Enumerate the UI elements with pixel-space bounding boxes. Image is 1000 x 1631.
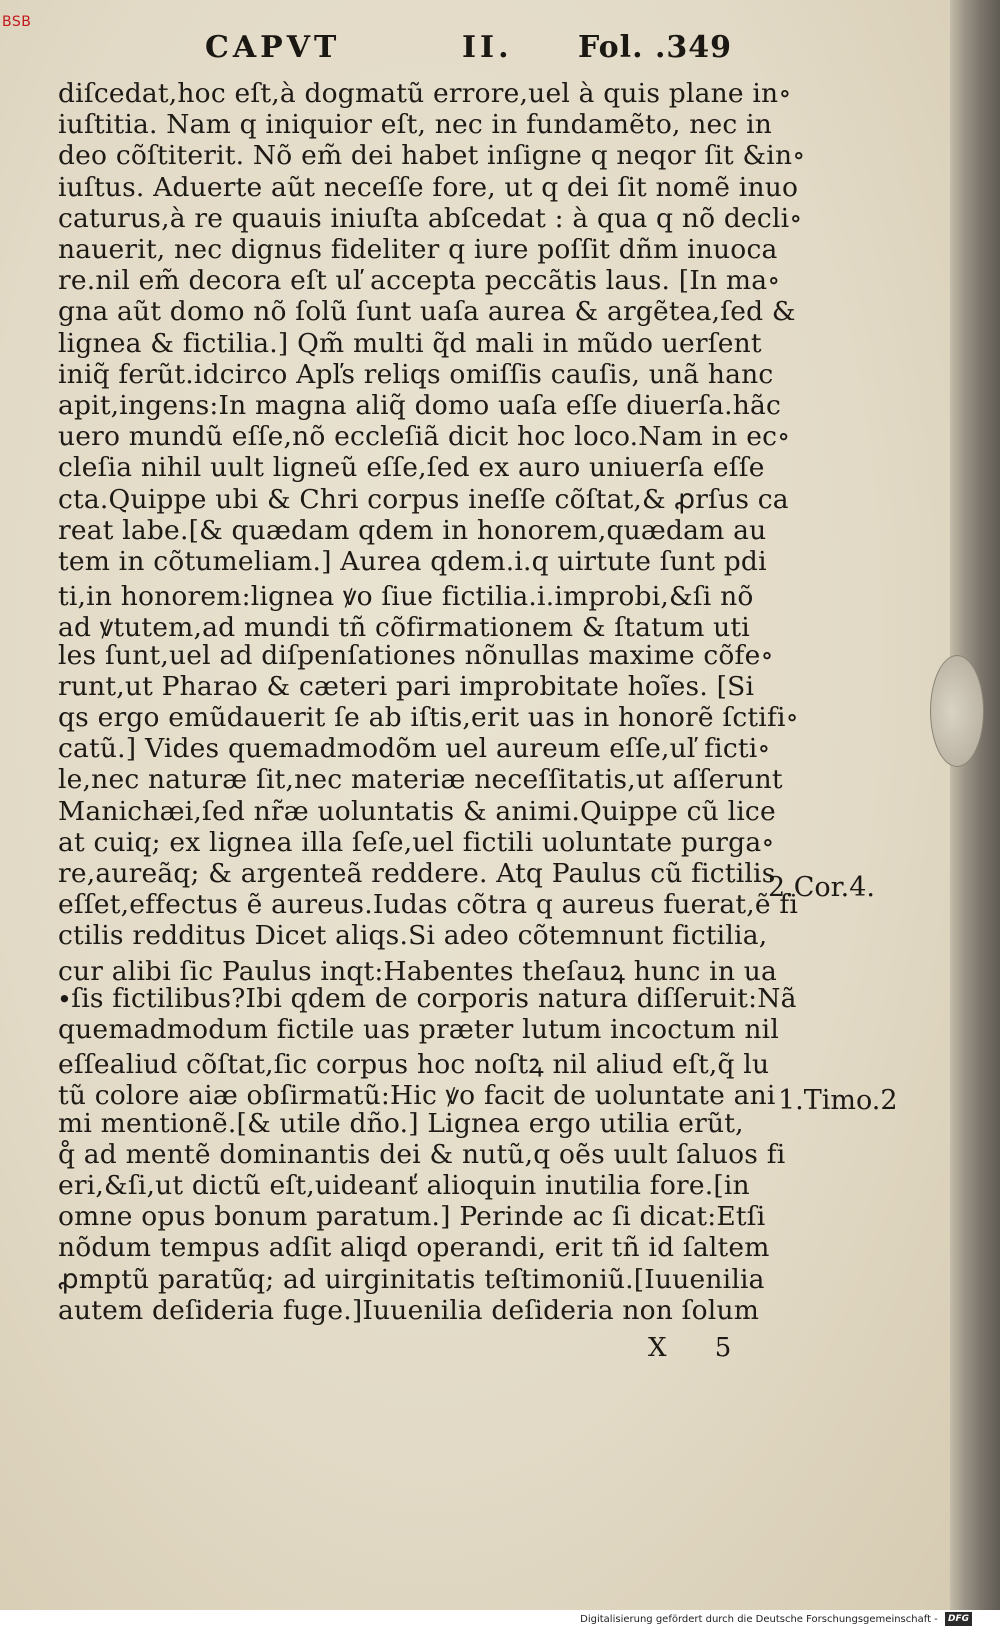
text-line: eſſet,effectus ẽ aureus.Iudas cõtra q aureus fuerat,ẽ fi xyxy=(58,889,799,921)
text-line: ꝓmptũ paratũq; ad uirginitatis teſtimoniũ.[Iuuenilia xyxy=(58,1263,765,1295)
text-line: q̊ ad mentẽ dominantis dei & nutũ,q oẽs uult ſaluos fi xyxy=(58,1138,786,1170)
text-line: cleſia nihil uult ligneũ eſſe,ſed ex auro uniuerſa eſſe xyxy=(58,452,765,484)
text-line: quemadmodum fictile uas præter lutum incoctum nil xyxy=(58,1014,780,1045)
footer-credit xyxy=(580,1611,972,1629)
text-line: diſcedat,hoc eſt,à dogmatũ errore,uel à quis plane in∘ xyxy=(58,78,792,109)
text-line: le,nec naturæ ſit,nec materiæ neceſſitatis,ut aſſerunt xyxy=(58,764,783,796)
text-line: catũ.] Vides quemadmodõm uel aureum eſſe,uľ ficti∘ xyxy=(58,733,771,765)
text-line: caturus,à re quauis iniuſta abſcedat : à qua q nõ decli∘ xyxy=(58,202,803,234)
margin-note-cor: 2.Cor.4. xyxy=(768,872,875,903)
text-line: tũ colore aiæ obſirmatũ:Hic ꝟo facit de uoluntate ani xyxy=(58,1080,776,1112)
book-clasp xyxy=(930,655,984,767)
header-folio: Fol. .349 xyxy=(578,30,733,65)
text-line: eri,&ſi,ut dictũ eſt,uideanť alioquin inutilia fore.[in xyxy=(58,1170,750,1201)
text-line: re.nil em̃ decora eſt uľ accepta peccãtis laus. [In ma∘ xyxy=(58,265,781,297)
text-line: cta.Quippe ubi & Chri corpus ineſſe cõſtat,& ꝓrſus ca xyxy=(58,483,789,515)
catchword: X 5 xyxy=(648,1333,752,1363)
text-line: iuſtus. Aduerte aũt neceſſe fore, ut q dei ſit nomẽ inuo xyxy=(58,171,799,203)
text-line: nõdum tempus adſit aliqd operandi, erit tñ id ſaltem xyxy=(58,1232,770,1264)
text-line: gna aũt domo nõ ſolũ ſunt uaſa aurea & argẽtea,ſed & xyxy=(58,296,796,328)
page-edge xyxy=(950,0,1000,1610)
text-line: lignea & fictilia.] Qm̃ multi q̃d mali in mũdo uerſent xyxy=(58,327,762,359)
text-line: autem deſideria fuge.]Iuuenilia deſideria non ſolum xyxy=(58,1294,760,1326)
header-chapter: II. xyxy=(462,30,513,65)
text-line: cur alibi ſic Paulus inqt:Habentes theſauꝝ hunc in ua xyxy=(58,955,778,987)
text-line: at cuiq; ex lignea illa ſeſe,uel fictili uoluntate purga∘ xyxy=(58,826,775,858)
text-line: omne opus bonum paratum.] Perinde ac ſi dicat:Etſi xyxy=(58,1201,766,1233)
dfg-logo: DFG xyxy=(945,1612,972,1626)
text-line: ti,in honorem:lignea ꝟo ſiue fictilia.i.improbi,&ſi nõ xyxy=(58,581,754,613)
text-line: re,aureãq; & argenteã reddere. Atq Paulus cũ fictilis xyxy=(58,858,776,889)
text-line: nauerit, nec dignus fideliter q iure poſſit dñm inuoca xyxy=(58,234,778,265)
text-line: iuſtitia. Nam q iniquior eſt, nec in fundamẽto, nec in xyxy=(58,109,773,141)
header-caput: CAPVT xyxy=(205,30,341,65)
text-line: ad ꝟtutem,ad mundi tñ cõfirmationem & ſtatum uti xyxy=(58,612,750,644)
text-line: ∙ſis fictilibus?Ibi qdem de corporis natura diſſeruit:Nã xyxy=(58,982,797,1014)
text-line: uero mundũ eſſe,nõ eccleſiã dicit hoc loco.Nam in ec∘ xyxy=(58,421,791,453)
text-line: qs ergo emũdauerit ſe ab iſtis,erit uas in honorẽ ſctifi∘ xyxy=(58,702,799,733)
text-line: eſſealiud cõſtat,ſic corpus hoc noſtꝝ nil aliud eſt,q̃ lu xyxy=(58,1049,770,1081)
text-line: apit,ingens:In magna aliq̃ domo uaſa eſſe diuerſa.hãc xyxy=(58,390,782,421)
text-line: runt,ut Pharao & cæteri pari improbitate hoĩes. [Si xyxy=(58,670,755,702)
running-header xyxy=(0,30,950,70)
footer-text: Digitalisierung gefördert durch die Deutsche Forschungsgemeinschaft - xyxy=(580,1614,938,1625)
margin-note-timo: 1.Timo.2 xyxy=(778,1085,898,1116)
text-line: les ſunt,uel ad diſpenſationes nõnullas maxime cõfe∘ xyxy=(58,639,774,671)
bsb-watermark: BSB xyxy=(2,14,32,30)
text-line: Manichæi,ſed nr̃æ uoluntatis & animi.Quippe cũ lice xyxy=(58,795,776,827)
text-line: mi mentionẽ.[& utile dño.] Lignea ergo utilia erũt, xyxy=(58,1107,744,1139)
text-line: deo cõſtiterit. Nõ em̃ dei habet inſigne q neqor ſit &in∘ xyxy=(58,140,806,172)
text-line: reat labe.[& quædam qdem in honorem,quædam au xyxy=(58,514,767,546)
text-line: tem in cõtumeliam.] Aurea qdem.i.q uirtute ſunt pdi xyxy=(58,546,767,577)
text-line: iniq̃ ferũt.idcirco Apľs reliqs omiſſis cauſis, unã hanc xyxy=(58,358,774,390)
text-line: ctilis redditus Dicet aliqs.Si adeo cõtemnunt fictilia, xyxy=(58,920,768,952)
